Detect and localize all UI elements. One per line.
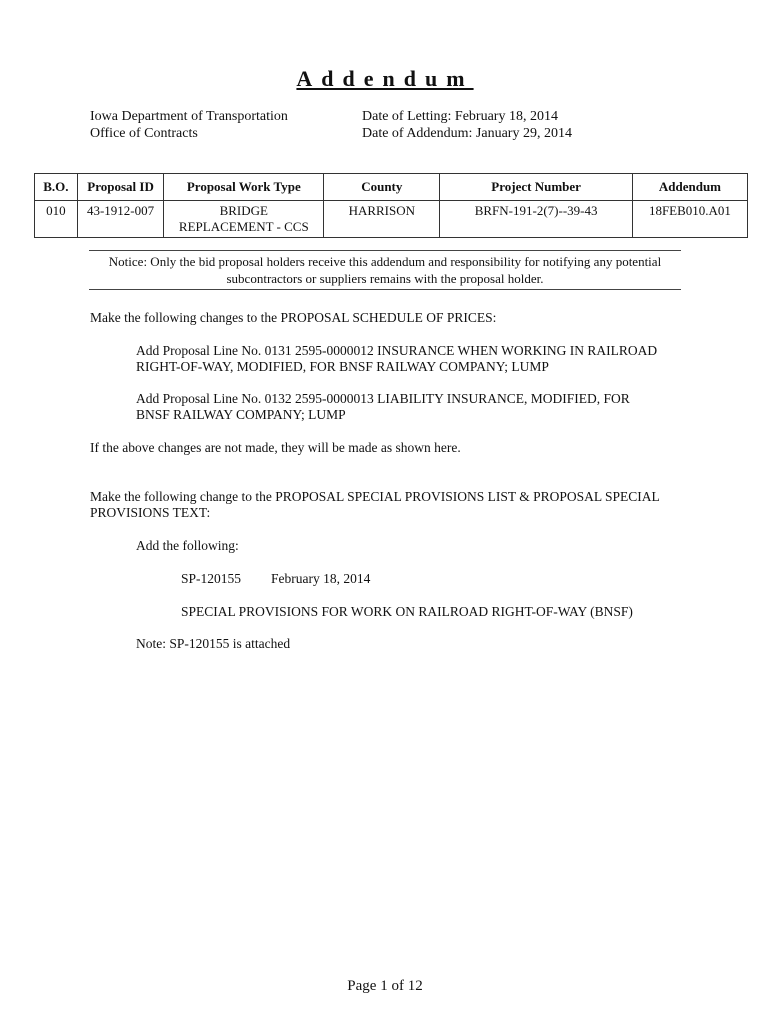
cell-addendum: 18FEB010.A01 <box>632 201 747 238</box>
attachment-note: Note: SP-120155 is attached <box>136 636 291 651</box>
office-name: Office of Contracts <box>90 126 198 141</box>
letting-date: Date of Letting: February 18, 2014 <box>362 109 558 124</box>
item2-line1: Add Proposal Line No. 0132 2595-0000013 LIABILITY INSURANCE, MODIFIED, FOR <box>136 391 630 406</box>
table-header-row <box>35 174 748 201</box>
document-title: Addendum <box>296 66 474 91</box>
work-type-line2: REPLACEMENT - CCS <box>178 219 309 234</box>
department-name: Iowa Department of Transportation <box>90 109 288 124</box>
section1-closing: If the above changes are not made, they will be made as shown here. <box>90 440 461 455</box>
notice-line1: Notice: Only the bid proposal holders receive this addendum and responsibility for notifying any potential <box>108 254 662 269</box>
section1-intro: Make the following changes to the PROPOSAL SCHEDULE OF PRICES: <box>90 310 497 325</box>
table-row <box>35 201 748 238</box>
sp-date: February 18, 2014 <box>271 571 371 586</box>
cell-work-type <box>164 201 324 238</box>
sp-number: SP-120155 <box>181 571 242 586</box>
notice-box <box>89 250 681 290</box>
section2-intro <box>90 489 660 521</box>
section2-intro-line2: PROVISIONS TEXT: <box>90 505 211 520</box>
item2-line2: BNSF RAILWAY COMPANY; LUMP <box>136 407 346 422</box>
section2-intro-line1: Make the following change to the PROPOSAL SPECIAL PROVISIONS LIST & PROPOSAL SPECIAL <box>90 489 660 504</box>
proposal-line-0132 <box>136 391 630 423</box>
proposal-table <box>34 173 748 238</box>
sp-title: SPECIAL PROVISIONS FOR WORK ON RAILROAD RIGHT-OF-WAY (BNSF) <box>181 604 633 619</box>
work-type-line1: BRIDGE <box>219 203 268 218</box>
notice-line2: subcontractors or suppliers remains with the proposal holder. <box>226 271 544 286</box>
page-number: Page 1 of 12 <box>347 978 423 994</box>
header-proposal-id: Proposal ID <box>77 174 164 201</box>
cell-proposal-id: 43-1912-007 <box>77 201 164 238</box>
proposal-line-0131 <box>136 343 657 375</box>
header-bo: B.O. <box>35 174 78 201</box>
add-following-label: Add the following: <box>136 538 239 553</box>
header-addendum: Addendum <box>632 174 747 201</box>
header-right <box>362 108 572 142</box>
header-county: County <box>324 174 440 201</box>
addendum-date: Date of Addendum: January 29, 2014 <box>362 126 572 141</box>
header-left <box>90 108 288 142</box>
item1-line1: Add Proposal Line No. 0131 2595-0000012 INSURANCE WHEN WORKING IN RAILROAD <box>136 343 658 358</box>
header-project-number: Project Number <box>440 174 633 201</box>
cell-project-number: BRFN-191-2(7)--39-43 <box>440 201 633 238</box>
cell-bo: 010 <box>35 201 78 238</box>
cell-county: HARRISON <box>324 201 440 238</box>
item1-line2: RIGHT-OF-WAY, MODIFIED, FOR BNSF RAILWAY COMPANY; LUMP <box>136 359 549 374</box>
header-work-type: Proposal Work Type <box>164 174 324 201</box>
